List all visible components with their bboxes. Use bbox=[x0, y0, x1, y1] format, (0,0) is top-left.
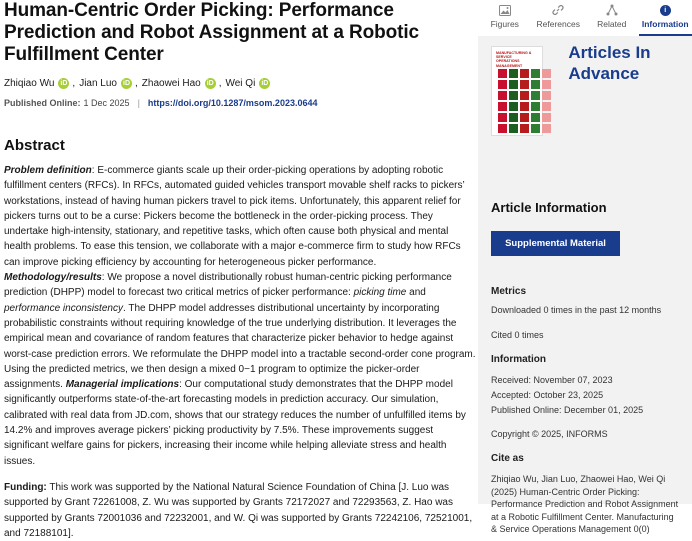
cover-tile bbox=[498, 102, 507, 111]
abstract-managerial: : Our computational study demonstrates that the DHPP model significantly outperforms state-of-the-art forecasting models in prediction accuracy. Our simulation, calibrated with real data from JD.com, shows that our strategy reduces the number of unfulfilled items by 14.2% and improves average pickers’ picking productivity by 7.5%. These improvements suggest significant welfare gains for pickers, increasing their income while helping alleviate stress and health issues. bbox=[4, 379, 466, 466]
published-label: Published Online: bbox=[4, 98, 81, 108]
cited-text: Cited 0 times bbox=[478, 329, 692, 342]
orcid-icon[interactable]: iD bbox=[121, 78, 132, 89]
cover-tile bbox=[520, 102, 529, 111]
abstract-em-inconsistency: performance inconsistency bbox=[4, 303, 123, 314]
cover-tile bbox=[520, 80, 529, 89]
cover-tile bbox=[509, 91, 518, 100]
article-column bbox=[4, 0, 476, 504]
tab-figures[interactable] bbox=[478, 0, 532, 36]
info-icon: i bbox=[660, 3, 671, 17]
abstract-methodology-1: : We propose a novel distributionally robust human-centric picking performance prediction (DHPP) model to forecast two critical metrics of picker performance: bbox=[4, 272, 452, 298]
orcid-icon[interactable]: iD bbox=[205, 78, 216, 89]
abstract-label-methodology: Methodology/results bbox=[4, 272, 102, 283]
author[interactable] bbox=[79, 78, 133, 89]
tab-label: References bbox=[537, 19, 580, 29]
cover-tile bbox=[509, 80, 518, 89]
abstract-label-problem: Problem definition bbox=[4, 165, 92, 176]
abstract-label-managerial: Managerial implications bbox=[66, 379, 179, 390]
cover-tile bbox=[498, 91, 507, 100]
abstract-problem: : E-commerce giants scale up their order-picking operations by adopting robotic fulfillment centers (RFCs). In RFCs, automated guided vehicles transport movable shelf racks to pickers’ workstations, instead of having human pickers travel to pick items. Unfortunately, this apparent relief for pickers turns out to be a curse: Pickers become the bottleneck in the order-picking process. They undertake high-intensity, stationary, and repetitive tasks, which often cause both physical and mental health problems. To ease this tension, we collaborate with a major e-commerce firm to study how RFCs can improve picking efficiency by accounting for heterogeneous picker performance. bbox=[4, 165, 464, 268]
author-name[interactable]: Wei Qi bbox=[225, 78, 255, 89]
cover-tile bbox=[531, 91, 540, 100]
abstract-text bbox=[4, 163, 476, 469]
cover-tile bbox=[520, 113, 529, 122]
tab-references[interactable] bbox=[532, 0, 586, 36]
author[interactable] bbox=[142, 78, 217, 89]
cover-title: MANUFACTURING & SERVICE OPERATIONS MANAGEMENT bbox=[496, 51, 536, 68]
cover-tile bbox=[520, 69, 529, 78]
cover-tile bbox=[531, 80, 540, 89]
network-icon bbox=[606, 3, 618, 17]
abstract-methodology-2: . The DHPP model addresses distributional uncertainty by incorporating probabilistic constraints without requiring knowledge of the true underlying distribution. It leverages the empirical mean and covariance of random features that characterize picker behavior to hedge against worst-case prediction errors. We reformulate the DHPP model into a tractable second-order cone program. Using the predicted metrics, we then design a mixed 0−1 program to optimize the picker-order assignments. bbox=[4, 303, 476, 390]
cover-tile bbox=[498, 124, 507, 133]
cover-tile bbox=[542, 124, 551, 133]
tab-information[interactable] bbox=[639, 0, 692, 36]
journal-cover[interactable] bbox=[491, 46, 543, 136]
articles-in-advance[interactable]: Articles In Advance bbox=[568, 42, 692, 136]
cover-tile bbox=[542, 91, 551, 100]
orcid-icon[interactable]: iD bbox=[58, 78, 69, 89]
cover-tile bbox=[542, 113, 551, 122]
author[interactable] bbox=[225, 78, 271, 89]
tab-label: Related bbox=[597, 19, 626, 29]
citation-text: Zhiqiao Wu, Jian Luo, Zhaowei Hao, Wei Qi (2025) Human-Centric Order Picking: Performance Prediction and Robot Assignment at a Robotic Fulfillment Center. Manufacturing & Service Operations Management 0(0) bbox=[478, 473, 692, 536]
cover-tile bbox=[531, 69, 540, 78]
author-name[interactable]: Zhiqiao Wu bbox=[4, 78, 54, 89]
orcid-icon[interactable]: iD bbox=[259, 78, 270, 89]
article-title: Human-Centric Order Picking: Performance Prediction and Robot Assignment at a Robotic Fulfillment Center bbox=[4, 0, 476, 66]
metrics-heading: Metrics bbox=[478, 286, 692, 297]
cover-tile bbox=[531, 113, 540, 122]
author[interactable] bbox=[4, 78, 70, 89]
cover-tile bbox=[542, 80, 551, 89]
published-online-date: Published Online: December 01, 2025 bbox=[478, 404, 692, 417]
information-heading: Information bbox=[478, 354, 692, 365]
author-name[interactable]: Jian Luo bbox=[79, 78, 117, 89]
cover-tile bbox=[509, 102, 518, 111]
cover-tile bbox=[520, 124, 529, 133]
funding-body: This work was supported by the National Natural Science Foundation of China [J. Luo was supported by Grant 72261008, Z. Wu was supported by Grants 72172027 and 72293563, Z. Hao was supported by Grants 72001036 and 72232001, and W. Qi was supported by Grants 72242106, 72521001, and 72188101]. bbox=[4, 482, 472, 539]
sidebar-tabs bbox=[478, 0, 692, 36]
article-info-heading: Article Information bbox=[478, 200, 692, 215]
received-date: Received: November 07, 2023 bbox=[478, 374, 692, 387]
author-list bbox=[4, 78, 476, 89]
author-separator: , bbox=[72, 78, 75, 89]
accepted-date: Accepted: October 23, 2025 bbox=[478, 389, 692, 402]
cite-heading: Cite as bbox=[478, 453, 692, 464]
link-icon bbox=[552, 3, 564, 17]
author-separator: , bbox=[135, 78, 138, 89]
image-icon bbox=[499, 3, 511, 17]
author-name[interactable]: Zhaowei Hao bbox=[142, 78, 201, 89]
cover-tile bbox=[498, 80, 507, 89]
cover-tile bbox=[531, 124, 540, 133]
tab-label: Information bbox=[642, 19, 689, 29]
funding-label: Funding: bbox=[4, 482, 47, 493]
cover-tile bbox=[520, 91, 529, 100]
supplemental-material-button[interactable]: Supplemental Material bbox=[491, 231, 620, 256]
abstract-em-picking-time: picking time bbox=[354, 287, 407, 298]
published-date: 1 Dec 2025 bbox=[84, 98, 130, 108]
cover-tile bbox=[509, 113, 518, 122]
abstract-and: and bbox=[406, 287, 425, 298]
cover-tile bbox=[542, 69, 551, 78]
cover-tile bbox=[498, 113, 507, 122]
journal-block bbox=[478, 46, 692, 136]
tab-related[interactable] bbox=[585, 0, 639, 36]
cover-tile bbox=[509, 124, 518, 133]
divider: | bbox=[138, 98, 140, 108]
downloads-text: Downloaded 0 times in the past 12 months bbox=[478, 304, 692, 317]
publication-info bbox=[4, 98, 476, 108]
cover-pattern bbox=[498, 69, 551, 133]
funding-text bbox=[4, 480, 476, 541]
author-separator: , bbox=[219, 78, 222, 89]
cover-tile bbox=[531, 102, 540, 111]
cover-tile bbox=[542, 102, 551, 111]
doi-link[interactable]: https://doi.org/10.1287/msom.2023.0644 bbox=[148, 98, 318, 108]
cover-tile bbox=[509, 69, 518, 78]
copyright: Copyright © 2025, INFORMS bbox=[478, 428, 692, 441]
sidebar bbox=[478, 0, 692, 504]
abstract-heading: Abstract bbox=[4, 137, 476, 154]
tab-label: Figures bbox=[491, 19, 519, 29]
cover-tile bbox=[498, 69, 507, 78]
